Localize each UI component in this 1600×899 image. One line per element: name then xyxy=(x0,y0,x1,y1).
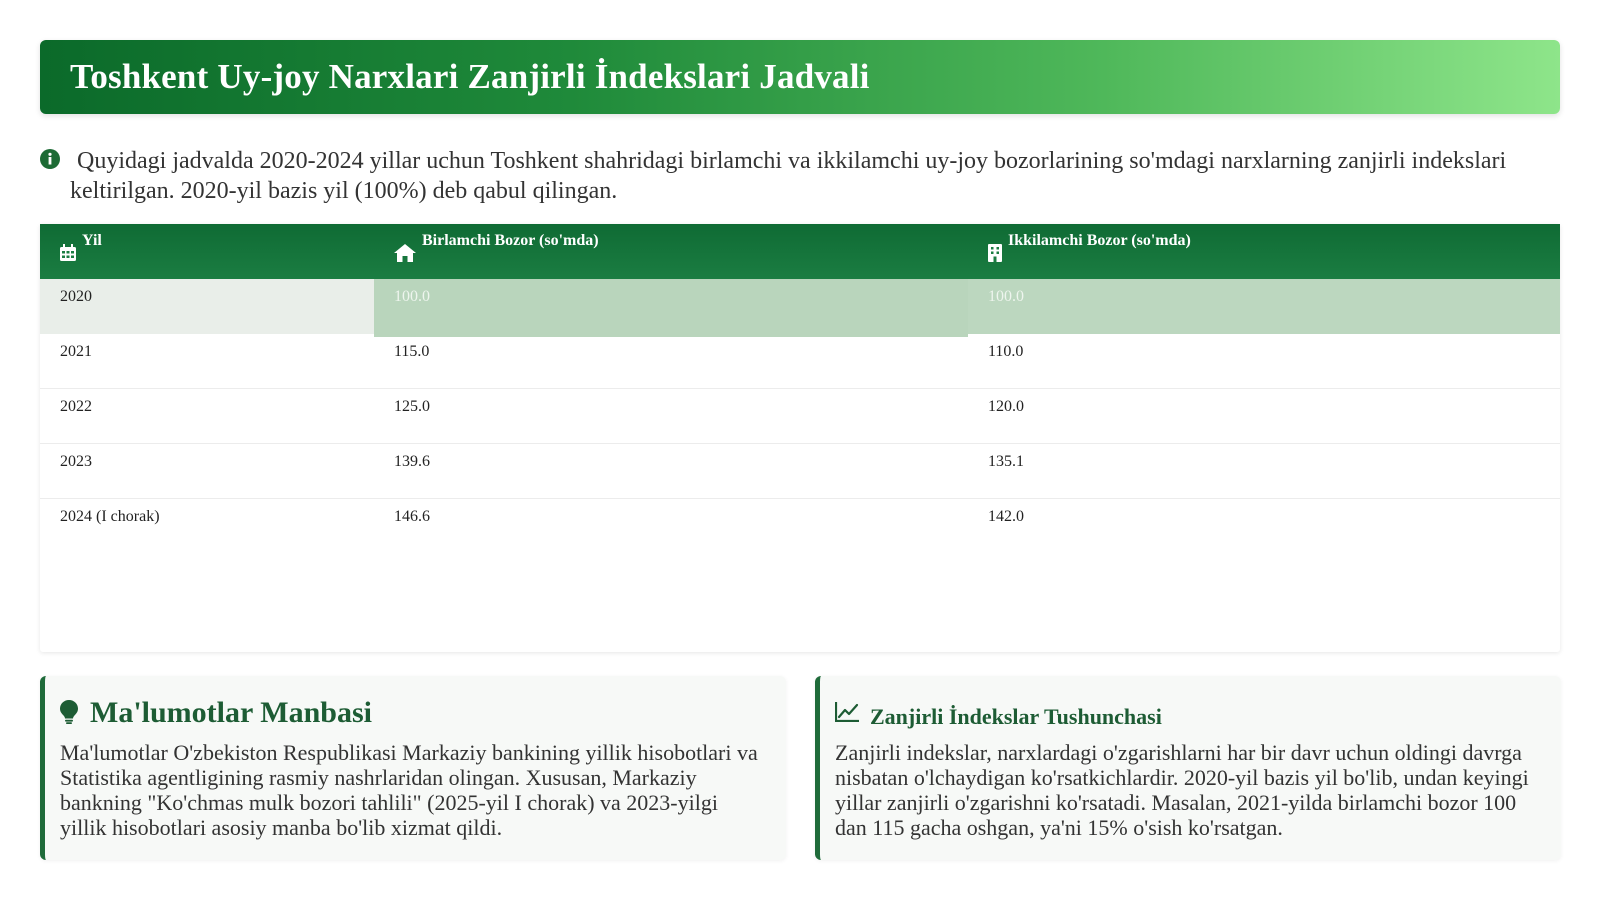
cell-primary: 115.0 xyxy=(394,343,430,360)
column-header-label: Yil xyxy=(82,232,102,249)
intro-paragraph xyxy=(40,146,1560,206)
cell-secondary: 135.1 xyxy=(988,453,1024,470)
cell-year: 2020 xyxy=(60,288,92,305)
column-header-secondary[interactable] xyxy=(988,232,1191,262)
page-title: Toshkent Uy-joy Narxlari Zanjirli İndekslari Jadvali xyxy=(70,57,870,96)
cell-primary: 125.0 xyxy=(394,398,430,415)
line-chart-icon xyxy=(835,702,859,722)
building-icon xyxy=(988,244,1002,262)
cell-secondary: 120.0 xyxy=(988,398,1024,415)
cell-year: 2024 (I chorak) xyxy=(60,508,160,525)
source-card xyxy=(40,676,786,860)
intro-text: Quyidagi jadvalda 2020-2024 yillar uchun Toshkent shahridagi birlamchi va ikkilamchi uy-joy bozorlarining so'mdagi narxlarning zanjirli indekslari keltirilgan. 2020-yil bazis yil (100%) deb qabul qilingan. xyxy=(70,148,1507,204)
table-header xyxy=(40,224,1560,279)
info-circle-icon xyxy=(40,149,60,169)
cell-primary: 146.6 xyxy=(394,508,430,525)
table-row xyxy=(40,499,1560,554)
cell-secondary: 100.0 xyxy=(988,288,1024,305)
table-row xyxy=(40,389,1560,444)
cell-secondary: 142.0 xyxy=(988,508,1024,525)
column-header-label: Birlamchi Bozor (so'mda) xyxy=(422,232,599,249)
row-highlight-cell xyxy=(374,279,968,337)
cell-primary: 100.0 xyxy=(394,288,430,305)
table-row xyxy=(40,444,1560,499)
column-header-label: Ikkilamchi Bozor (so'mda) xyxy=(1008,232,1191,249)
title-banner xyxy=(40,40,1560,114)
table-row xyxy=(40,334,1560,389)
cell-year: 2023 xyxy=(60,453,92,470)
column-header-primary[interactable] xyxy=(394,232,599,262)
concept-card-text: Zanjirli indekslar, narxlardagi o'zgarishlarni har bir davr uchun oldingi davrga nisbatan o'lchaydigan ko'rsatkichlardir. 2020-yil bazis yil bo'lib, undan keyingi yillar zanjirli o'zgarishni ko'rsatadi. Masalan, 2021-yilda birlamchi bozor 100 dan 115 gacha oshgan, ya'ni 15% o'sish ko'rsatgan. xyxy=(835,740,1529,840)
home-icon xyxy=(394,244,416,262)
source-card-title: Ma'lumotlar Manbasi xyxy=(90,696,372,729)
cell-primary: 139.6 xyxy=(394,453,430,470)
cell-year: 2021 xyxy=(60,343,92,360)
index-table xyxy=(40,224,1560,652)
calendar-icon xyxy=(60,244,76,261)
cell-year: 2022 xyxy=(60,398,92,415)
concept-card-title: Zanjirli İndekslar Tushunchasi xyxy=(870,704,1162,729)
table-row xyxy=(40,279,1560,334)
concept-card xyxy=(815,676,1561,860)
cell-secondary: 110.0 xyxy=(988,343,1024,360)
column-header-year[interactable] xyxy=(60,232,102,261)
lightbulb-icon xyxy=(60,700,78,724)
source-card-text: Ma'lumotlar O'zbekiston Respublikasi Markaziy bankining yillik hisobotlari va Statistika agentligining rasmiy nashrlaridan olingan. Xususan, Markaziy bankning "Ko'chmas mulk bozori tahlili" (2025-yil I chorak) va 2023-yilgi yillik hisobotlari asosiy manba bo'lib xizmat qildi. xyxy=(60,740,758,840)
